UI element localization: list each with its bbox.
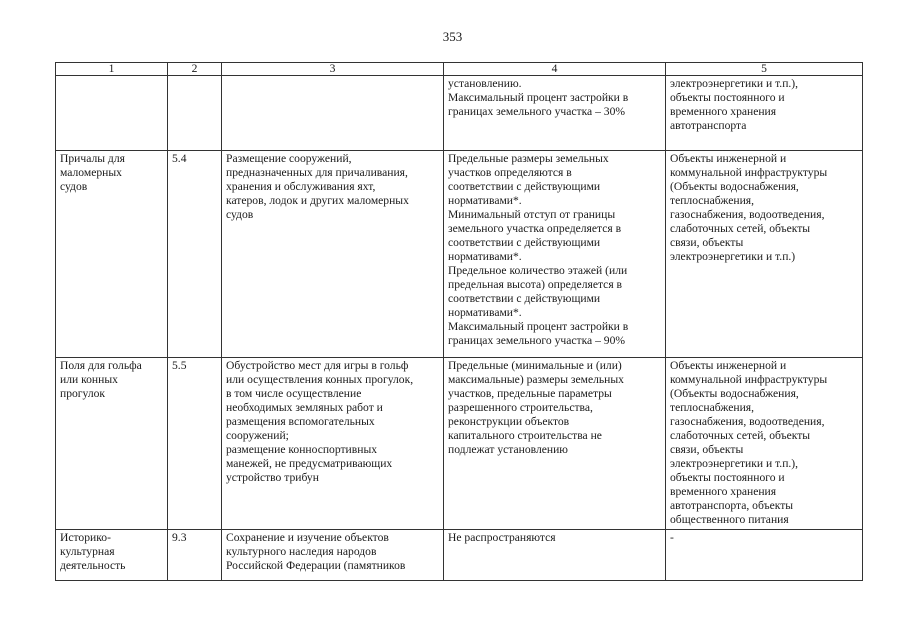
use-description-cell: Сохранение и изучение объектов культурного наследия народов Российской Федерации (памятников	[222, 530, 444, 581]
parameters-cell: Не распространяются	[444, 530, 666, 581]
parameters-cell: установлению. Максимальный процент застройки в границах земельного участка – 30%	[444, 76, 666, 151]
use-description-cell: Размещение сооружений, предназначенных для причаливания, хранения и обслуживания яхт, катеров, лодок и других маломерных судов	[222, 151, 444, 358]
use-name-cell: Причалы для маломерных судов	[56, 151, 168, 358]
table-header-row	[56, 63, 863, 76]
column-header: 1	[56, 63, 168, 76]
use-name-cell	[56, 76, 168, 151]
auxiliary-objects-cell: Объекты инженерной и коммунальной инфраструктуры (Объекты водоснабжения, теплоснабжения, газоснабжения, водоотведения, слаботочных сетей, объекты связи, объекты электроэнергетики и т.п.), объекты постоянного и временного хранения автотранспорта, объекты общественного питания	[666, 358, 863, 530]
column-header: 3	[222, 63, 444, 76]
use-name-cell: Историко- культурная деятельность	[56, 530, 168, 581]
table-row	[56, 151, 863, 358]
auxiliary-objects-cell: электроэнергетики и т.п.), объекты постоянного и временного хранения автотранспорта	[666, 76, 863, 151]
parameters-cell: Предельные (минимальные и (или) максимальные) размеры земельных участков, предельные параметры разрешенного строительства, реконструкции объектов капитального строительства не подлежат установлению	[444, 358, 666, 530]
parameters-cell: Предельные размеры земельных участков определяются в соответствии с действующими нормативами*. Минимальный отступ от границы земельного участка определяется в соответствии с действующими нормативами*. Предельное количество этажей (или предельная высота) определяется в соответствии с действующими нормативами*. Максимальный процент застройки в границах земельного участка – 90%	[444, 151, 666, 358]
column-header: 5	[666, 63, 863, 76]
auxiliary-objects-cell: Объекты инженерной и коммунальной инфраструктуры (Объекты водоснабжения, теплоснабжения, газоснабжения, водоотведения, слаботочных сетей, объекты связи, объекты электроэнергетики и т.п.)	[666, 151, 863, 358]
use-description-cell: Обустройство мест для игры в гольф или осуществления конных прогулок, в том числе осуществление необходимых земляных работ и размещения вспомогательных сооружений; размещение конноспортивных манежей, не предусматривающих устройство трибун	[222, 358, 444, 530]
table-row	[56, 358, 863, 530]
table-row	[56, 530, 863, 581]
zoning-table	[55, 62, 863, 581]
table-row	[56, 76, 863, 151]
use-name-cell: Поля для гольфа или конных прогулок	[56, 358, 168, 530]
use-code-cell	[168, 76, 222, 151]
use-code-cell: 5.5	[168, 358, 222, 530]
use-code-cell: 9.3	[168, 530, 222, 581]
page-number: 353	[442, 29, 463, 44]
use-code-cell: 5.4	[168, 151, 222, 358]
auxiliary-objects-cell: -	[666, 530, 863, 581]
column-header: 4	[444, 63, 666, 76]
use-description-cell	[222, 76, 444, 151]
column-header: 2	[168, 63, 222, 76]
